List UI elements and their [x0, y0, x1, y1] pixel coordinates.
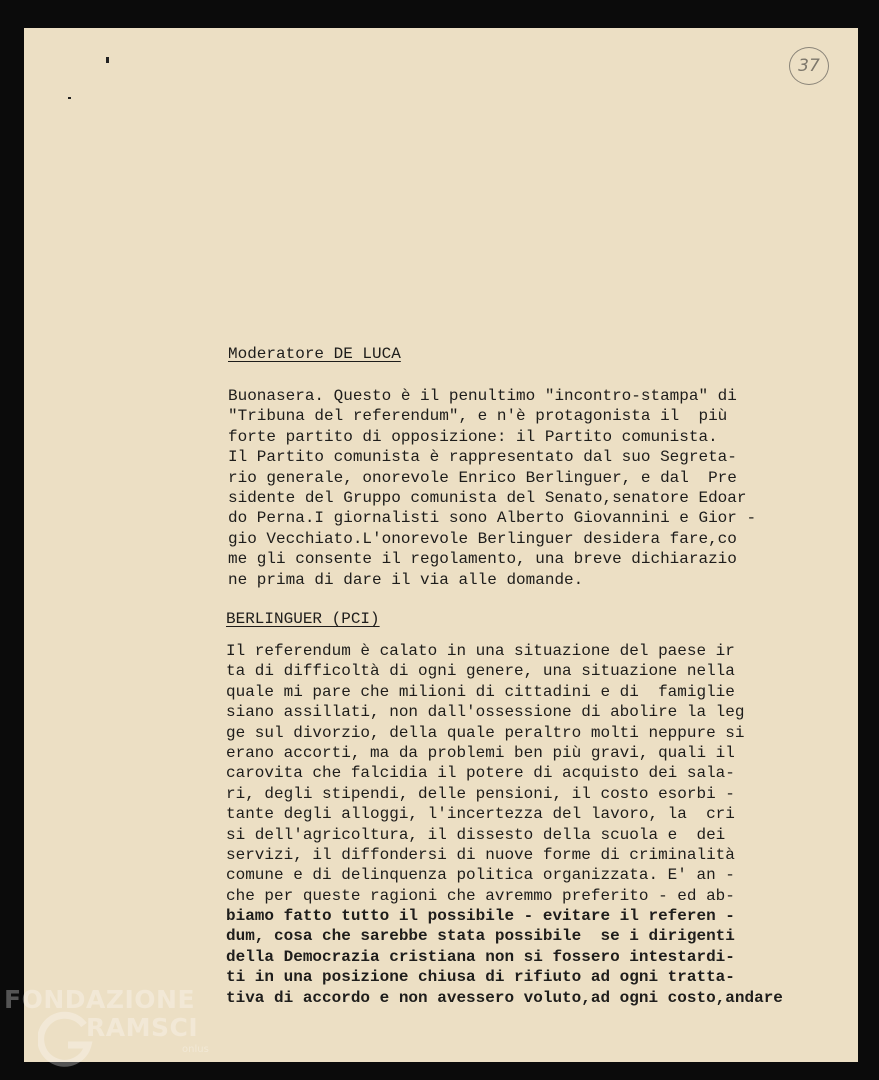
ink-mark [68, 97, 71, 99]
text-line: Il Partito comunista è rappresentato dal suo Segreta- [228, 448, 737, 467]
text-line: gio Vecchiato.L'onorevole Berlinguer desidera fare,co [228, 529, 737, 548]
watermark-subtitle: RAMSCI [86, 1013, 199, 1042]
text-line: si dell'agricoltura, il dissesto della scuola e dei [226, 825, 726, 844]
text-line: dum, cosa che sarebbe stata possibile se i dirigenti [226, 927, 735, 946]
text-line: siano assillati, non dall'ossessione di abolire la leg [226, 703, 745, 722]
text-line: ge sul divorzio, della quale peraltro molti neppure si [226, 723, 745, 742]
text-line: tante degli alloggi, l'incertezza del lavoro, la cri [226, 805, 735, 824]
text-line: me gli consente il regolamento, una breve dichiarazio [228, 550, 737, 569]
text-line: biamo fatto tutto il possibile - evitare il referen - [226, 907, 735, 926]
text-line: ti in una posizione chiusa di rifiuto ad ogni tratta- [226, 968, 735, 987]
text-line: Il referendum è calato in una situazione del paese ir [226, 642, 735, 660]
text-line: rio generale, onorevole Enrico Berlinguer, e dal Pre [228, 468, 737, 487]
text-line: forte partito di opposizione: il Partito comunista. [228, 427, 718, 446]
page-number: 37 [789, 47, 829, 85]
text-line: comune e di delinquenza politica organizzata. E' an - [226, 866, 735, 885]
text-line: sidente del Gruppo comunista del Senato,senatore Edoar [228, 488, 747, 507]
ink-mark [106, 57, 109, 63]
text-line: do Perna.I giornalisti sono Alberto Giovannini e Gior - [228, 509, 757, 528]
berlinguer-paragraph [226, 641, 783, 1008]
text-line: quale mi pare che milioni di cittadini e di famiglie [226, 682, 735, 701]
text-line: "Tribuna del referendum", e n'è protagonista il più [228, 407, 728, 426]
fondazione-gramsci-watermark [4, 983, 219, 1080]
text-line: ri, degli stipendi, delle pensioni, il costo esorbi - [226, 784, 735, 803]
berlinguer-heading: BERLINGUER (PCI) [226, 610, 380, 628]
text-line: Buonasera. Questo è il penultimo "incontro-stampa" di [228, 387, 737, 405]
watermark-title: FONDAZIONE [4, 985, 196, 1014]
text-line: carovita che falcidia il potere di acquisto dei sala- [226, 764, 735, 783]
text-line: tiva di accordo e non avessero voluto,ad ogni costo,andare [226, 988, 783, 1007]
text-line: della Democrazia cristiana non si fossero intestardi- [226, 947, 735, 966]
watermark-tagline: onlus [182, 1044, 209, 1055]
text-line: ne prima di dare il via alle domande. [228, 570, 584, 589]
text-line: ta di difficoltà di ogni genere, una situazione nella [226, 662, 735, 681]
moderator-heading: Moderatore DE LUCA [228, 345, 401, 363]
text-line: servizi, il diffondersi di nuove forme di criminalità [226, 845, 735, 864]
text-line: che per queste ragioni che avremmo preferito - ed ab- [226, 886, 735, 905]
text-line: erano accorti, ma da problemi ben più gravi, quali il [226, 743, 735, 762]
moderator-paragraph [228, 386, 756, 590]
